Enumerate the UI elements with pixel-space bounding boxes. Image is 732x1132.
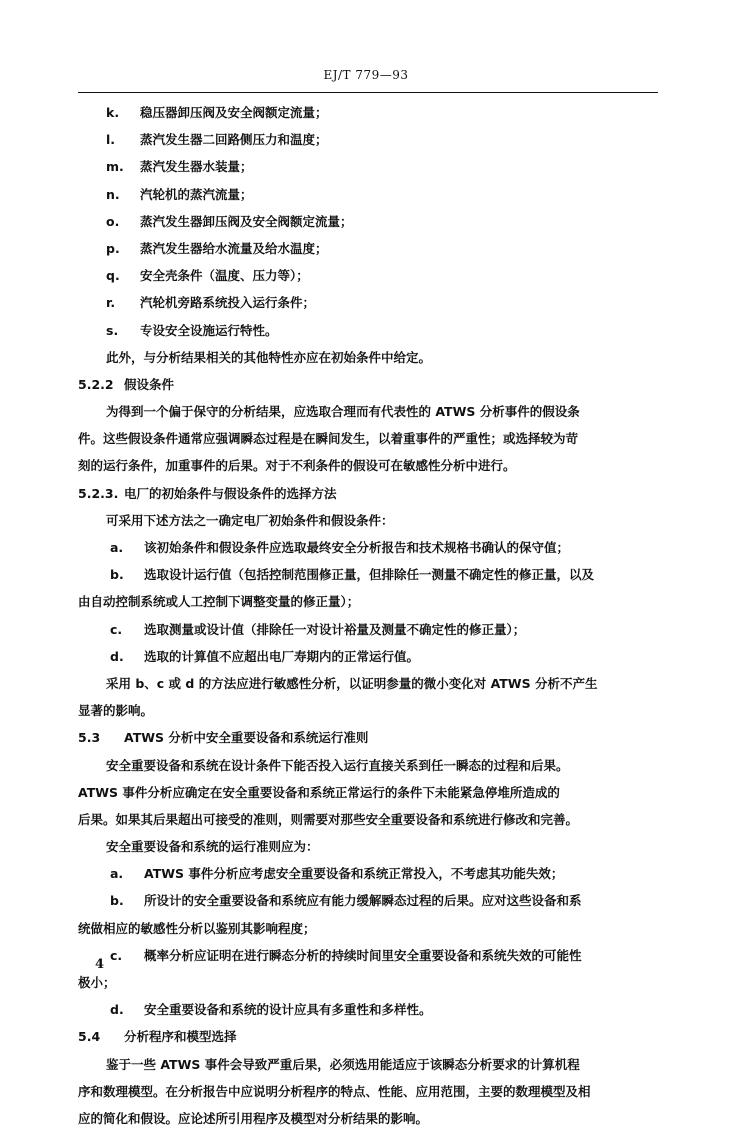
- paragraph-line: 此外，与分析结果相关的其他特性亦应在初始条件中给定。: [106, 349, 432, 365]
- list-item: r. 汽轮机旁路系统投入运行条件；: [106, 295, 316, 311]
- section-heading-5-3: 5.3 ATWS 分析中安全重要设备和系统运行准则: [78, 730, 369, 746]
- paragraph-line: 为得到一个偏于保守的分析结果，应选取合理而有代表性的 ATWS 分析事件的假设条: [106, 404, 580, 420]
- paragraph-line: 件。这些假设条件通常应强调瞬态过程是在瞬间发生，以着重事件的严重性；或选择较为苛: [78, 431, 579, 447]
- section-heading-5-2-3: 5.2.3. 电厂的初始条件与假设条件的选择方法: [78, 485, 337, 501]
- list-item-continuation: 极小；: [78, 975, 116, 990]
- list-item: b. 选取设计运行值（包括控制范围修正量，但排除任一测量不确定性的修正量，以及: [110, 567, 595, 583]
- document-body: [78, 99, 658, 1132]
- list-item: s. 专设安全设施运行特性。: [106, 322, 278, 338]
- section-heading-5-4: 5.4 分析程序和模型选择: [78, 1029, 237, 1045]
- section-heading-5-2-2: 5.2.2 假设条件: [78, 376, 175, 392]
- paragraph-line: 安全重要设备和系统在设计条件下能否投入运行直接关系到任一瞬态的过程和后果。: [106, 757, 569, 773]
- page-header-standard-code: EJ/T 779—93: [323, 68, 409, 82]
- list-item: p. 蒸汽发生器给水流量及给水温度；: [106, 240, 328, 256]
- paragraph-line: 可采用下述方法之一确定电厂初始条件和假设条件：: [106, 512, 394, 528]
- paragraph-line: 后果。如果其后果超出可接受的准则，则需要对那些安全重要设备和系统进行修改和完善。: [78, 811, 579, 827]
- header-rule: [78, 92, 658, 93]
- list-item: c. 选取测量或设计值（排除任一对设计裕量及测量不确定性的修正量）；: [110, 621, 526, 637]
- list-item: q. 安全壳条件（温度、压力等）；: [106, 268, 309, 284]
- list-item: a. ATWS 事件分析应考虑安全重要设备和系统正常投入，不考虑其功能失效；: [110, 866, 564, 882]
- list-item: k. 稳压器卸压阀及安全阀额定流量；: [106, 105, 328, 120]
- paragraph-line: ATWS 事件分析应确定在安全重要设备和系统正常运行的条件下未能紧急停堆所造成的: [78, 784, 560, 800]
- paragraph-line: 序和数理模型。在分析报告中应说明分析程序的特点、性能、应用范围，主要的数理模型及相: [78, 1083, 591, 1099]
- list-item: d. 选取的计算值不应超出电厂寿期内的正常运行值。: [110, 648, 420, 664]
- list-item: a. 该初始条件和假设条件应选取最终安全分析报告和技术规格书确认的保守值；: [110, 540, 570, 555]
- list-item: b. 所设计的安全重要设备和系统应有能力缓解瞬态过程的后果。应对这些设备和系: [110, 893, 582, 909]
- paragraph-line: 采用 b、c 或 d 的方法应进行敏感性分析，以证明参量的微小变化对 ATWS 分析不产生: [106, 675, 598, 691]
- paragraph-line: 显著的影响。: [78, 703, 154, 719]
- list-item: n. 汽轮机的蒸汽流量；: [106, 186, 253, 202]
- list-item-continuation: 由自动控制系统或人工控制下调整变量的修正量）；: [78, 594, 360, 610]
- paragraph-line: 刻的运行条件，加重事件的后果。对于不利条件的假设可在敏感性分析中进行。: [78, 458, 516, 474]
- page-number: 4: [95, 957, 105, 972]
- list-item: l. 蒸汽发生器二回路侧压力和温度；: [106, 132, 328, 148]
- list-item: o. 蒸汽发生器卸压阀及安全阀额定流量；: [106, 213, 353, 229]
- list-item: m. 蒸汽发生器水装量；: [106, 159, 253, 175]
- list-item: d. 安全重要设备和系统的设计应具有多重性和多样性。: [110, 1002, 432, 1018]
- paragraph-line: 安全重要设备和系统的运行准则应为：: [106, 839, 319, 855]
- paragraph-line: 鉴于一些 ATWS 事件会导致严重后果，必须选用能适应于该瞬态分析要求的计算机程: [106, 1056, 580, 1072]
- list-item: c. 概率分析应证明在进行瞬态分析的持续时间里安全重要设备和系统失效的可能性: [110, 947, 582, 963]
- paragraph-line: 应的简化和假设。应论述所引用程序及模型对分析结果的影响。: [78, 1110, 429, 1126]
- list-item-continuation: 统做相应的敏感性分析以鉴别其影响程度；: [78, 920, 316, 936]
